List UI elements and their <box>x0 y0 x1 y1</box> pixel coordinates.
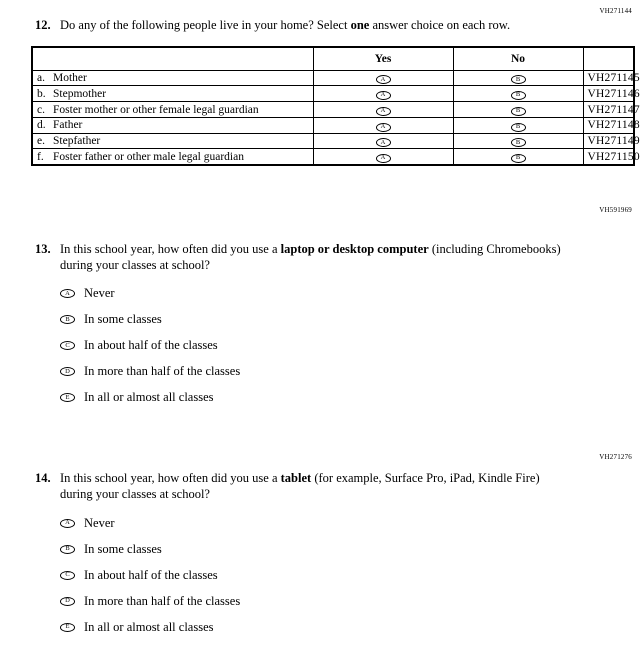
question-12-number: 12. <box>35 18 51 32</box>
q13-options <box>0 286 640 405</box>
option-label: In about half of the classes <box>84 338 218 353</box>
option-row <box>60 620 640 635</box>
table-row <box>32 102 634 118</box>
row-label: Foster father or other male legal guardian <box>53 150 244 163</box>
table-header-row <box>32 47 634 71</box>
row-code: VH271148 <box>583 117 634 133</box>
option-label: Never <box>84 286 115 301</box>
q12-answer-table <box>31 46 640 167</box>
row-label: Stepfather <box>53 135 101 147</box>
answer-oval-no[interactable]: B <box>511 154 526 163</box>
row-code: VH271146 <box>583 86 634 102</box>
option-row <box>60 542 640 557</box>
question-12 <box>35 18 640 34</box>
answer-oval-yes[interactable]: A <box>376 154 391 163</box>
table-row <box>32 133 634 149</box>
table-row <box>32 117 634 133</box>
q12-text-after: answer choice on each row. <box>369 18 511 32</box>
row-letter: a. <box>37 72 45 84</box>
header-yes: Yes <box>313 47 453 71</box>
header-blank-2 <box>583 47 634 71</box>
answer-oval-yes[interactable]: A <box>376 138 391 147</box>
answer-oval-no[interactable]: B <box>511 91 526 100</box>
question-13 <box>35 242 640 273</box>
answer-oval[interactable]: E <box>60 623 75 632</box>
row-label: Mother <box>53 72 87 84</box>
option-label: In all or almost all classes <box>84 619 214 634</box>
answer-oval-no[interactable]: B <box>511 107 526 116</box>
option-label: In all or almost all classes <box>84 390 214 405</box>
answer-oval[interactable]: B <box>60 315 75 324</box>
question-13-number: 13. <box>35 242 51 257</box>
q12-text-bold: one <box>350 18 370 32</box>
answer-oval[interactable]: B <box>60 545 75 554</box>
answer-oval-yes[interactable]: A <box>376 75 391 84</box>
row-label: Stepmother <box>53 87 107 100</box>
answer-oval-no[interactable]: B <box>511 123 526 132</box>
table-row <box>32 70 634 86</box>
question-13-text <box>60 242 565 273</box>
table-row <box>32 149 634 165</box>
question-14-code: VH271276 <box>599 453 632 462</box>
q13-text-after: (including Chromebooks) during your classes at school? <box>60 242 561 272</box>
q14-text-bold: tablet <box>280 471 312 486</box>
option-label: In some classes <box>84 312 162 327</box>
question-14-text <box>60 471 565 502</box>
row-letter: c. <box>37 103 45 116</box>
row-code: VH271145 <box>583 70 634 86</box>
option-label: Never <box>84 515 115 530</box>
row-label: Father <box>53 119 83 132</box>
header-blank <box>32 47 313 71</box>
question-12-text <box>60 18 565 34</box>
answer-oval[interactable]: E <box>60 393 75 402</box>
option-row <box>60 390 640 405</box>
answer-oval-yes[interactable]: A <box>376 123 391 132</box>
option-label: In about half of the classes <box>84 567 218 582</box>
answer-oval-yes[interactable]: A <box>376 91 391 100</box>
q12-text-before: Do any of the following people live in your home? Select <box>60 18 351 32</box>
option-row <box>60 516 640 531</box>
row-letter: b. <box>37 87 46 100</box>
option-row <box>60 286 640 301</box>
q13-text-before: In this school year, how often did you use a <box>60 242 281 257</box>
answer-oval[interactable]: C <box>60 341 75 350</box>
answer-oval-yes[interactable]: A <box>376 107 391 116</box>
row-label: Foster mother or other female legal guardian <box>53 103 259 116</box>
row-letter: f. <box>37 150 44 163</box>
option-row <box>60 312 640 327</box>
answer-oval-no[interactable]: B <box>511 138 526 147</box>
table-row <box>32 86 634 102</box>
row-letter: d. <box>37 119 46 132</box>
q14-text-after: (for example, Surface Pro, iPad, Kindle Fire) during your classes at school? <box>60 471 540 501</box>
answer-oval[interactable]: C <box>60 571 75 580</box>
q14-options <box>0 516 640 635</box>
question-14-number: 14. <box>35 471 51 486</box>
answer-oval[interactable]: D <box>60 597 75 606</box>
row-code: VH271149 <box>583 133 634 149</box>
answer-oval[interactable]: A <box>60 289 75 298</box>
row-code: VH271147 <box>583 102 634 118</box>
option-row <box>60 594 640 609</box>
question-13-code: VH591969 <box>599 206 632 215</box>
header-no: No <box>453 47 583 71</box>
answer-oval[interactable]: D <box>60 367 75 376</box>
option-label: In some classes <box>84 541 162 556</box>
option-label: In more than half of the classes <box>84 593 241 608</box>
option-row <box>60 338 640 353</box>
option-label: In more than half of the classes <box>84 364 241 379</box>
answer-oval-no[interactable]: B <box>511 75 526 84</box>
q13-text-bold: laptop or desktop computer <box>280 242 429 257</box>
q14-text-before: In this school year, how often did you use a <box>60 471 281 486</box>
question-14 <box>35 471 640 502</box>
question-12-code: VH271144 <box>599 7 632 15</box>
answer-oval[interactable]: A <box>60 519 75 528</box>
row-code: VH271150 <box>583 149 634 165</box>
row-letter: e. <box>37 135 45 147</box>
option-row <box>60 364 640 379</box>
option-row <box>60 568 640 583</box>
